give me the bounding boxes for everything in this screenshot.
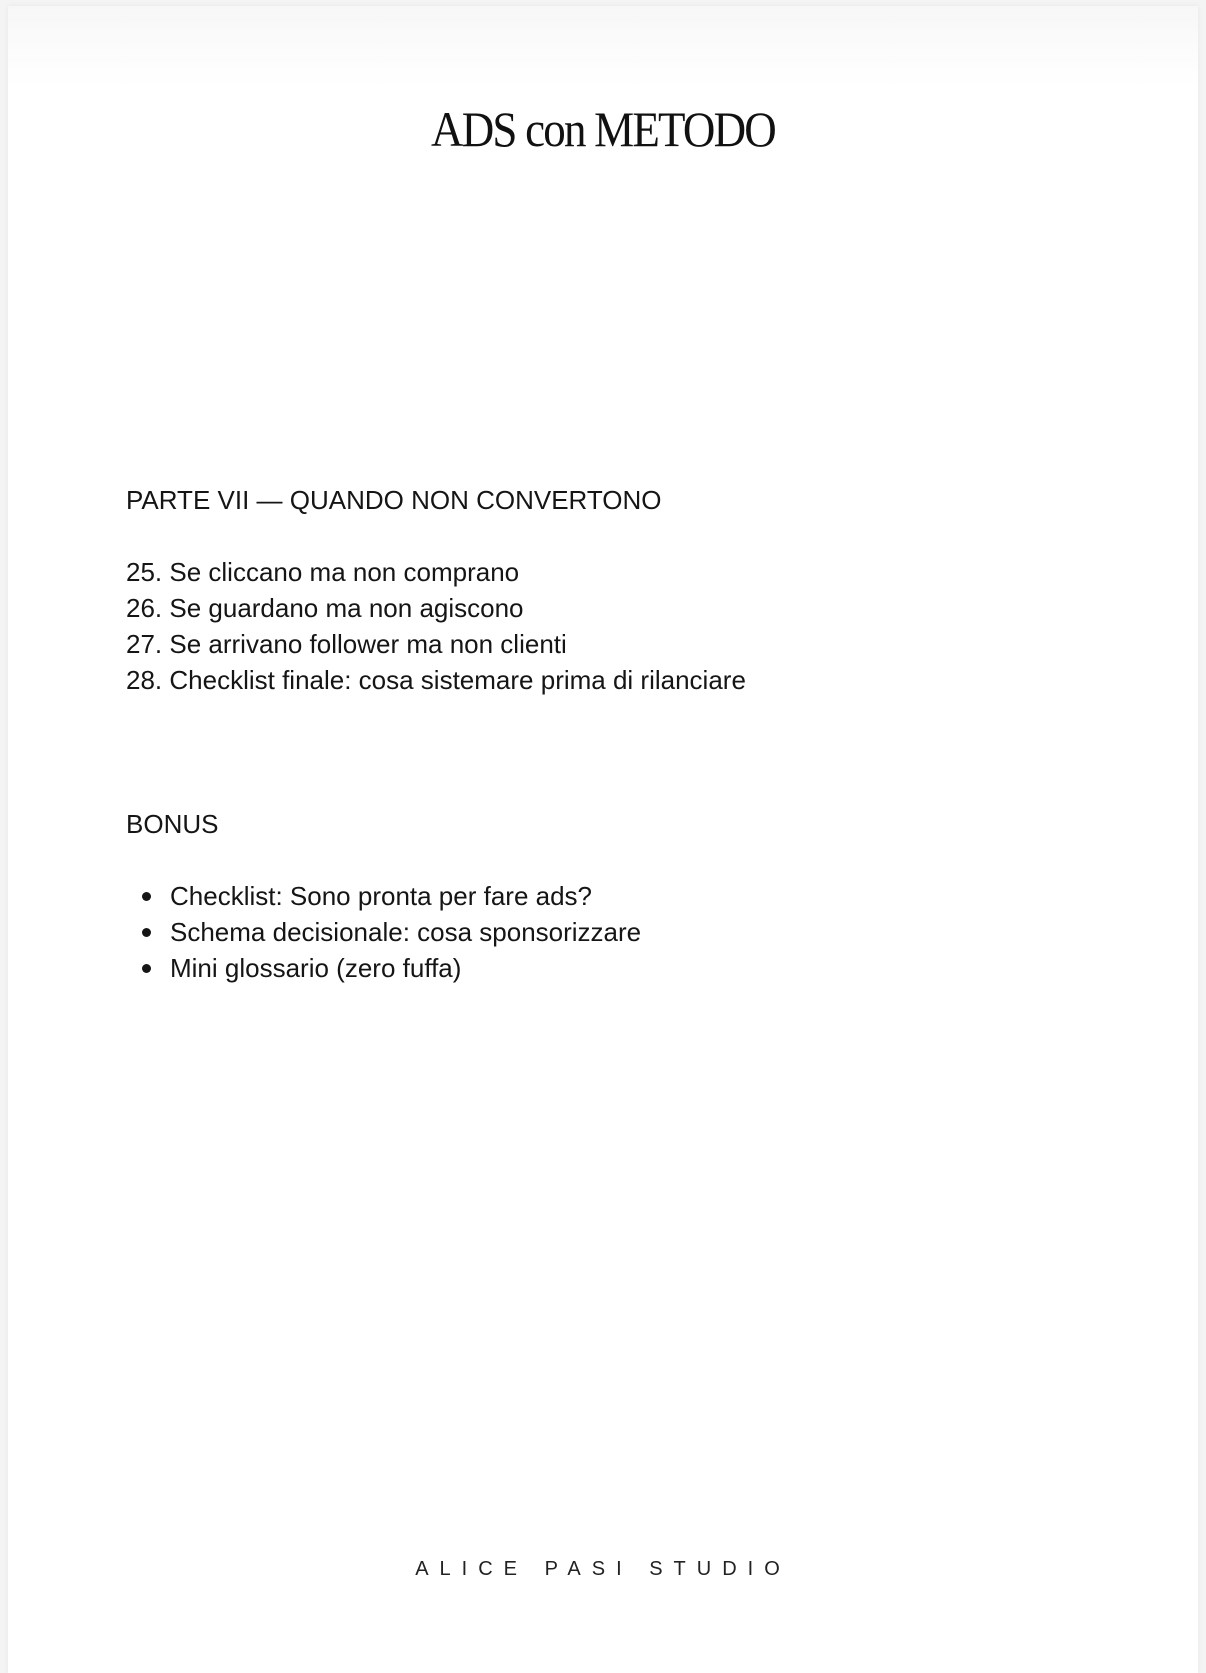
bullet-icon — [142, 892, 151, 901]
list-item-label: Schema decisionale: cosa sponsorizzare — [170, 917, 642, 947]
part-vii-list — [126, 554, 746, 698]
part-vii-section — [126, 482, 746, 698]
page-top-shade — [8, 6, 1198, 86]
bonus-section — [126, 806, 641, 986]
list-item-label: Checklist: Sono pronta per fare ads? — [170, 881, 593, 911]
bullet-icon — [142, 964, 151, 973]
document-page — [8, 6, 1198, 1673]
list-item: 28. Checklist finale: cosa sistemare prima di rilanciare — [126, 665, 746, 695]
bonus-heading: BONUS — [126, 809, 219, 839]
bonus-list — [126, 878, 641, 986]
list-item — [126, 950, 641, 986]
list-item — [126, 878, 641, 914]
document-title: ADS con METODO — [431, 101, 775, 157]
list-item: 26. Se guardano ma non agiscono — [126, 593, 524, 623]
list-item: 27. Se arrivano follower ma non clienti — [126, 629, 567, 659]
footer-brand: ALICE PASI STUDIO — [415, 1558, 791, 1580]
part-vii-heading: PARTE VII — QUANDO NON CONVERTONO — [126, 485, 662, 515]
list-item-label: Mini glossario (zero fuffa) — [170, 953, 462, 983]
list-item — [126, 914, 641, 950]
bullet-icon — [142, 928, 151, 937]
list-item: 25. Se cliccano ma non comprano — [126, 557, 520, 587]
